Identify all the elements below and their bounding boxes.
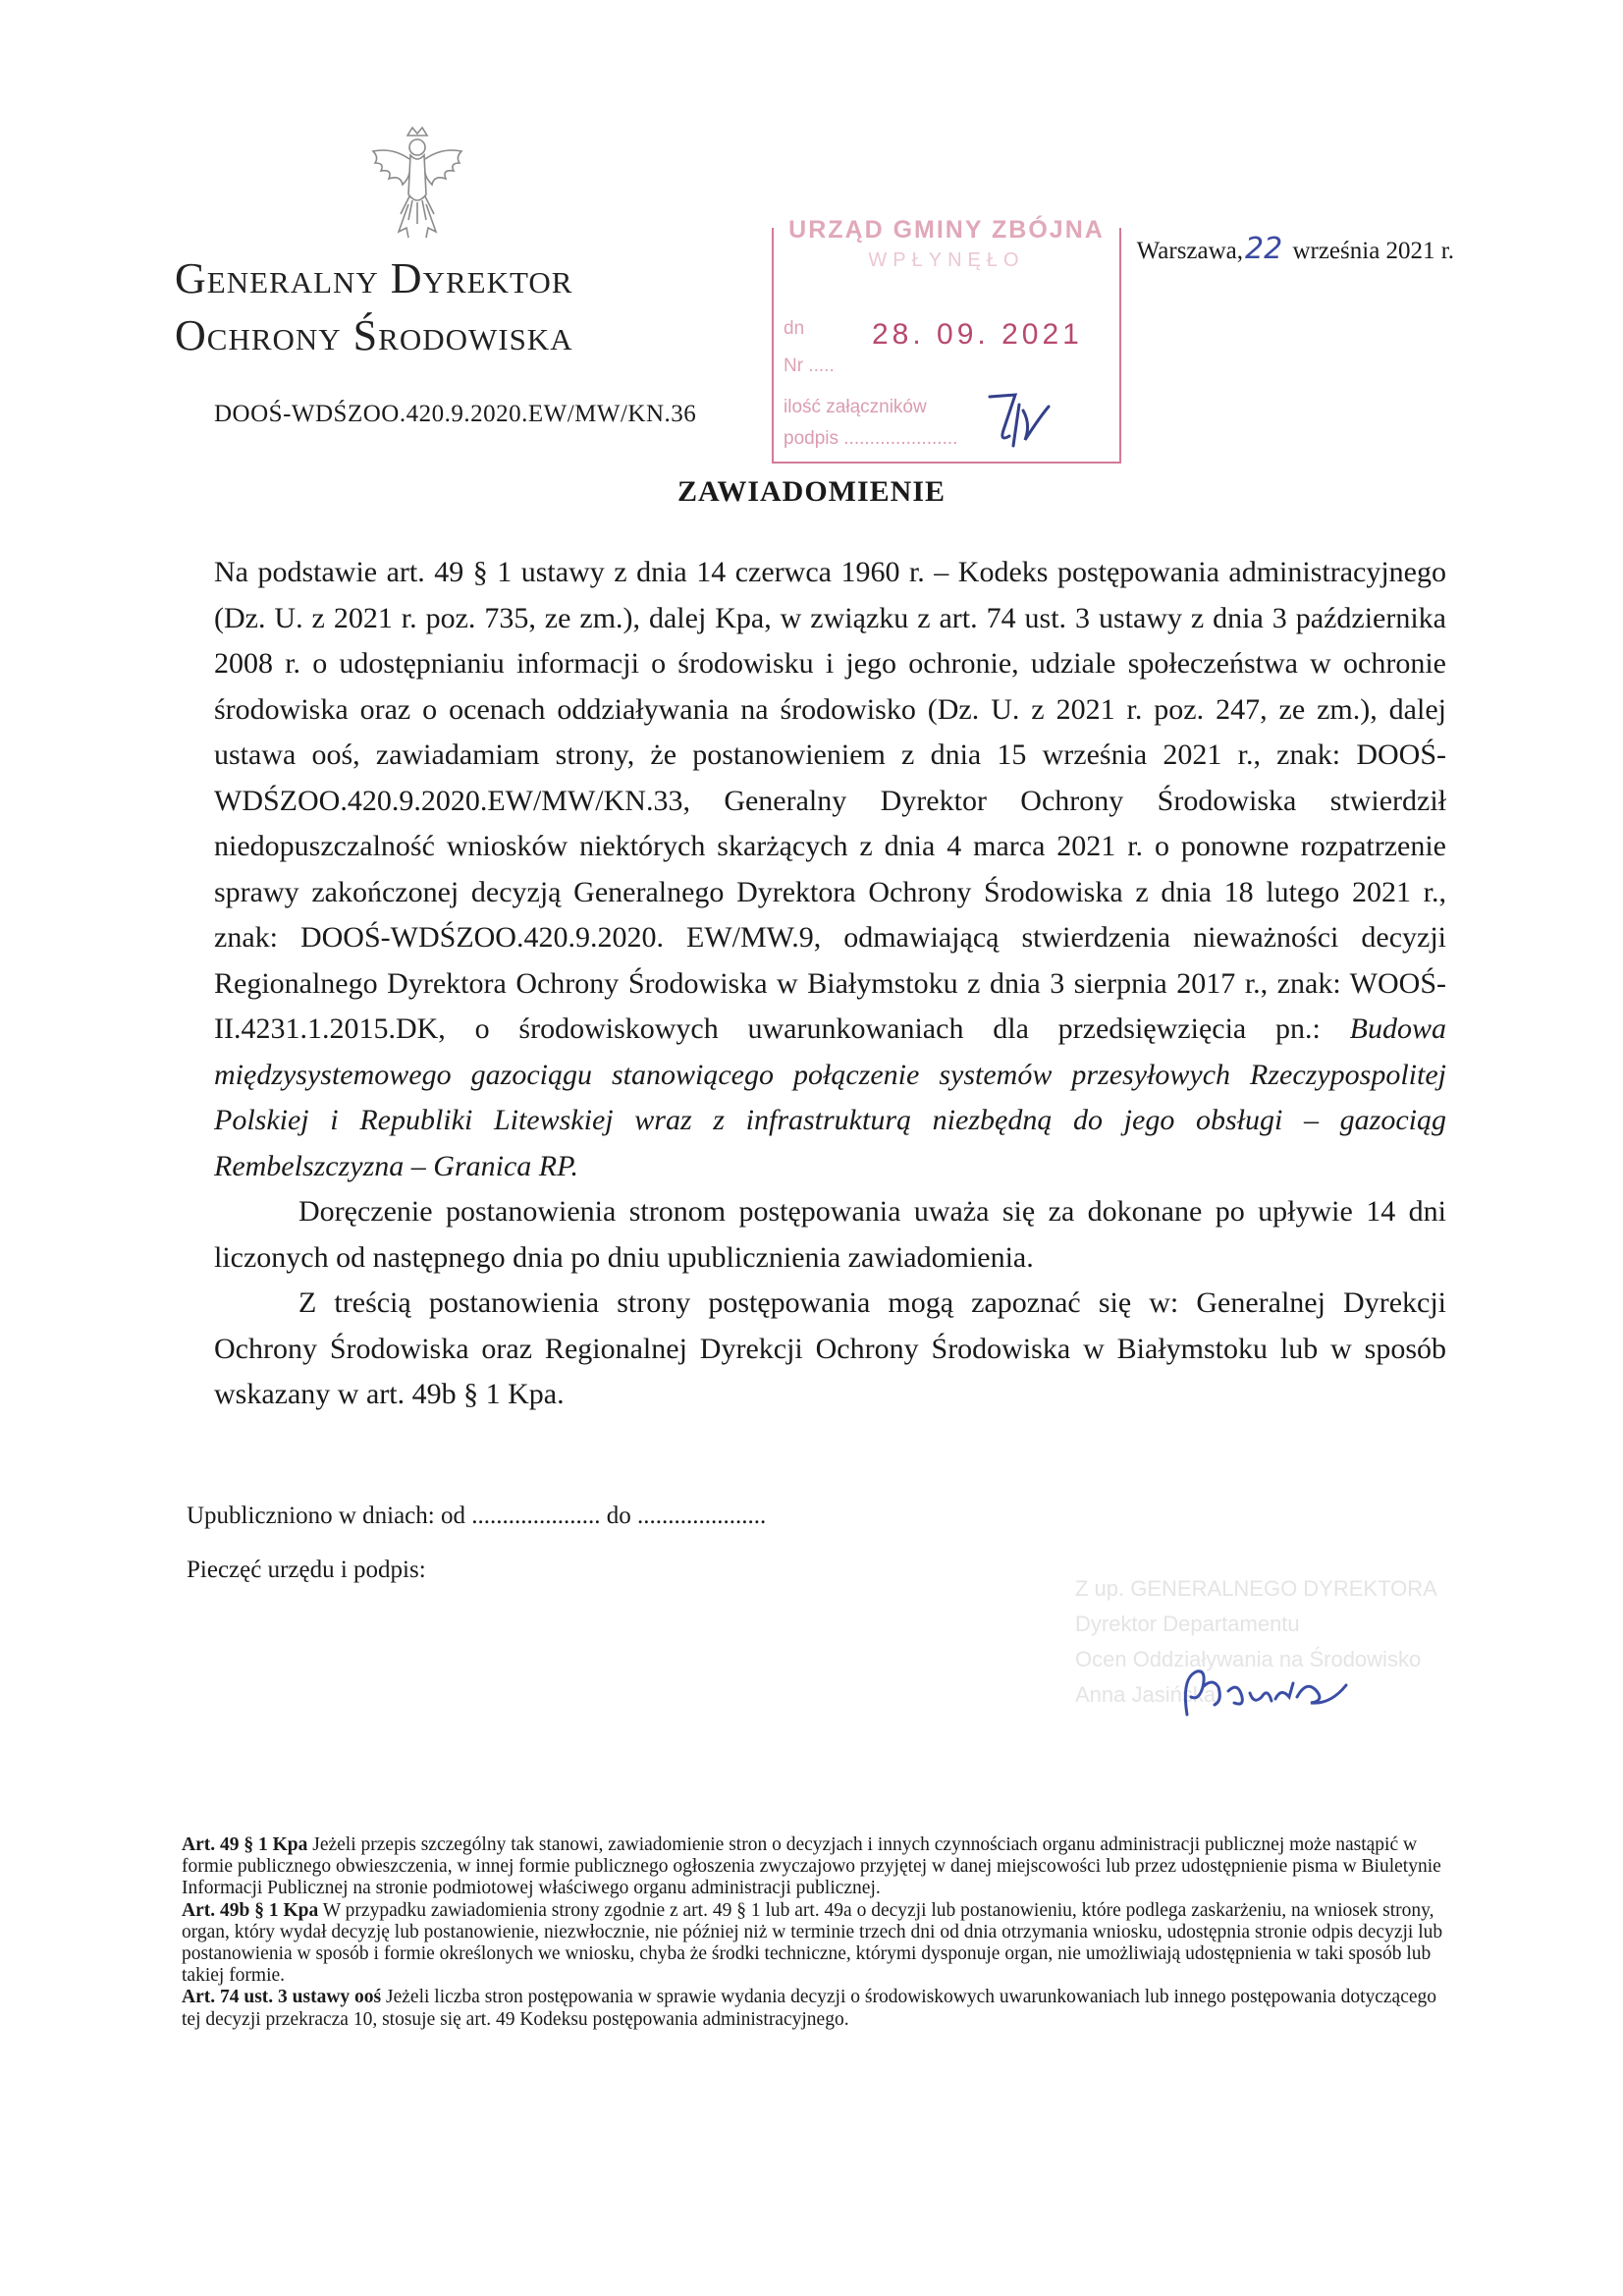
handwritten-day: 22 bbox=[1245, 232, 1283, 266]
stamp-received: WPŁYNĘŁO bbox=[868, 249, 1025, 271]
project-name: Budowa międzysystemowego gazociągu stanowiącego połączenie systemów przesyłowych Rzeczypospolitej Polskiej i Republiki Litewskiej wraz z infrastrukturą niezbędną do jego obsługi – gazociąg Rembelszczyzna – Granica RP. bbox=[214, 1012, 1446, 1182]
publication-dates-field: Upubliczniono w dniach: od ..................... do ..................... bbox=[187, 1503, 767, 1529]
footnote-3-text: Jeżeli liczba stron postępowania w sprawie wydania decyzji o środowiskowych uwarunkowaniach lub innego postępowania dotyczącego tej decyzji przekracza 10, stosuje się art. 49 Kodeksu postępowania administracyjnego. bbox=[182, 1987, 1437, 2030]
ghost-line-3: Ocen Oddziaływania na Środowisko bbox=[1075, 1647, 1422, 1671]
place: Warszawa, bbox=[1136, 238, 1244, 264]
document-title: ZAWIADOMIENIE bbox=[676, 475, 947, 508]
footnote-art-74 bbox=[182, 1987, 1448, 2030]
month-year: września 2021 r. bbox=[1292, 238, 1454, 264]
footnote-art-49 bbox=[182, 1834, 1448, 1900]
paragraph-1-text: Na podstawie art. 49 § 1 ustawy z dnia 14 czerwca 1960 r. – Kodeks postępowania administracyjnego (Dz. U. z 2021 r. poz. 735, ze zm.), dalej Kpa, w związku z art. 74 ust. 3 ustawy z dnia 3 października 2008 r. o udostępnianiu informacji o środowisku i jego ochronie, udziale społeczeństwa w ochronie środowiska oraz o ocenach oddziaływania na środowisko (Dz. U. z 2021 r. poz. 247, ze zm.), dalej ustawa ooś, zawiadamiam strony, że postanowieniem z dnia 15 września 2021 r., znak: DOOŚ-WDŚZOO.420.9.2020.EW/MW/KN.33, Generalny Dyrektor Ochrony Środowiska stwierdził niedopuszczalność wniosków niektórych skarżących z dnia 4 marca 2021 r. o ponowne rozpatrzenie sprawy zakończonej decyzją Generalnego Dyrektora Ochrony Środowiska z dnia 18 lutego 2021 r., znak: DOOŚ-WDŚZOO.420.9.2020. EW/MW.9, odmawiającą stwierdzenia nieważności decyzji Regionalnego Dyrektora Ochrony Środowiska w Białymstoku z dnia 3 sierpnia 2017 r., znak: WOOŚ-II.4231.1.2015.DK, o środowiskowych uwarunkowaniach dla przedsięwzięcia pn.: bbox=[214, 556, 1446, 1045]
footnote-2-label: Art. 49b § 1 Kpa bbox=[182, 1899, 319, 1921]
stamp-office: URZĄD GMINY ZBÓJNA bbox=[788, 216, 1105, 244]
reference-number: DOOŚ-WDŚZOO.420.9.2020.EW/MW/KN.36 bbox=[214, 401, 697, 427]
handwritten-signature-icon bbox=[1173, 1658, 1360, 1726]
paragraph-1 bbox=[214, 550, 1446, 1189]
paragraph-3: Z treścią postanowienia strony postępowania mogą zapoznać się w: Generalnej Dyrekcji Ochrony Środowiska oraz Regionalnej Dyrekcji Ochrony Środowiska w Białymstoku lub w sposób wskazany w art. 49b § 1 Kpa. bbox=[214, 1286, 1446, 1410]
stamp-signature-label: podpis ...................... bbox=[784, 428, 958, 449]
ghost-line-1: Z up. GENERALNEGO DYREKTORA bbox=[1075, 1576, 1437, 1601]
footnote-art-49b bbox=[182, 1900, 1448, 1988]
eagle-emblem-icon bbox=[363, 126, 471, 246]
date-line bbox=[1137, 232, 1454, 266]
legal-footnotes bbox=[182, 1834, 1448, 2031]
handwritten-initial-icon bbox=[980, 385, 1058, 454]
ghost-line-4: Anna Jasińska bbox=[1075, 1682, 1217, 1707]
stamp-date-label: dn bbox=[784, 318, 805, 339]
stamp-nr-label: Nr ..... bbox=[784, 355, 835, 376]
paragraph-2: Doręczenie postanowienia stronom postępowania uważa się za dokonane po upływie 14 dni liczonych od następnego dnia po dniu upublicznienia zawiadomienia. bbox=[214, 1195, 1446, 1274]
ghost-line-2: Dyrektor Departamentu bbox=[1075, 1612, 1300, 1636]
footnote-1-text: Jeżeli przepis szczególny tak stanowi, zawiadomienie stron o decyzjach i innych czynnościach organu administracji publicznej może nastąpić w formie publicznego obwieszczenia, w innej formie publicznego ogłoszenia zwyczajowo przyjętej w danej miejscowości lub przez udostępnienie pisma w Biuletynie Informacji Publicznej na stronie podmiotowej właściwego organu administracji publicznej. bbox=[182, 1834, 1441, 1899]
issuer-name-line2: Ochrony Środowiska bbox=[175, 311, 573, 359]
document-body bbox=[214, 550, 1446, 1418]
footnote-3-label: Art. 74 ust. 3 ustawy ooś bbox=[182, 1987, 382, 2008]
stamp-attachments-label: ilość załączników bbox=[784, 397, 927, 417]
footnote-1-label: Art. 49 § 1 Kpa bbox=[182, 1834, 308, 1855]
stamp-date: 28. 09. 2021 bbox=[872, 318, 1083, 351]
issuer-name-line1: Generalny Dyrektor bbox=[175, 254, 573, 302]
footnote-2-text: W przypadku zawiadomienia strony zgodnie z art. 49 § 1 lub art. 49a o decyzji lub postanowieniu, które podlega zaskarżeniu, na wniosek strony, organ, który wydał decyzję lub postanowienie, niezwłocznie, nie później niż w terminie trzech dni od dnia otrzymania wniosku, udostępnia stronie odpis decyzji lub postanowienia w sposób i formie określonych we wniosku, chyba że środki techniczne, którymi dysponuje organ, nie umożliwiają udostępnienia w taki sposób lub takiej formie. bbox=[182, 1899, 1443, 1987]
seal-signature-field: Pieczęć urzędu i podpis: bbox=[187, 1557, 426, 1583]
received-stamp bbox=[772, 216, 1121, 464]
